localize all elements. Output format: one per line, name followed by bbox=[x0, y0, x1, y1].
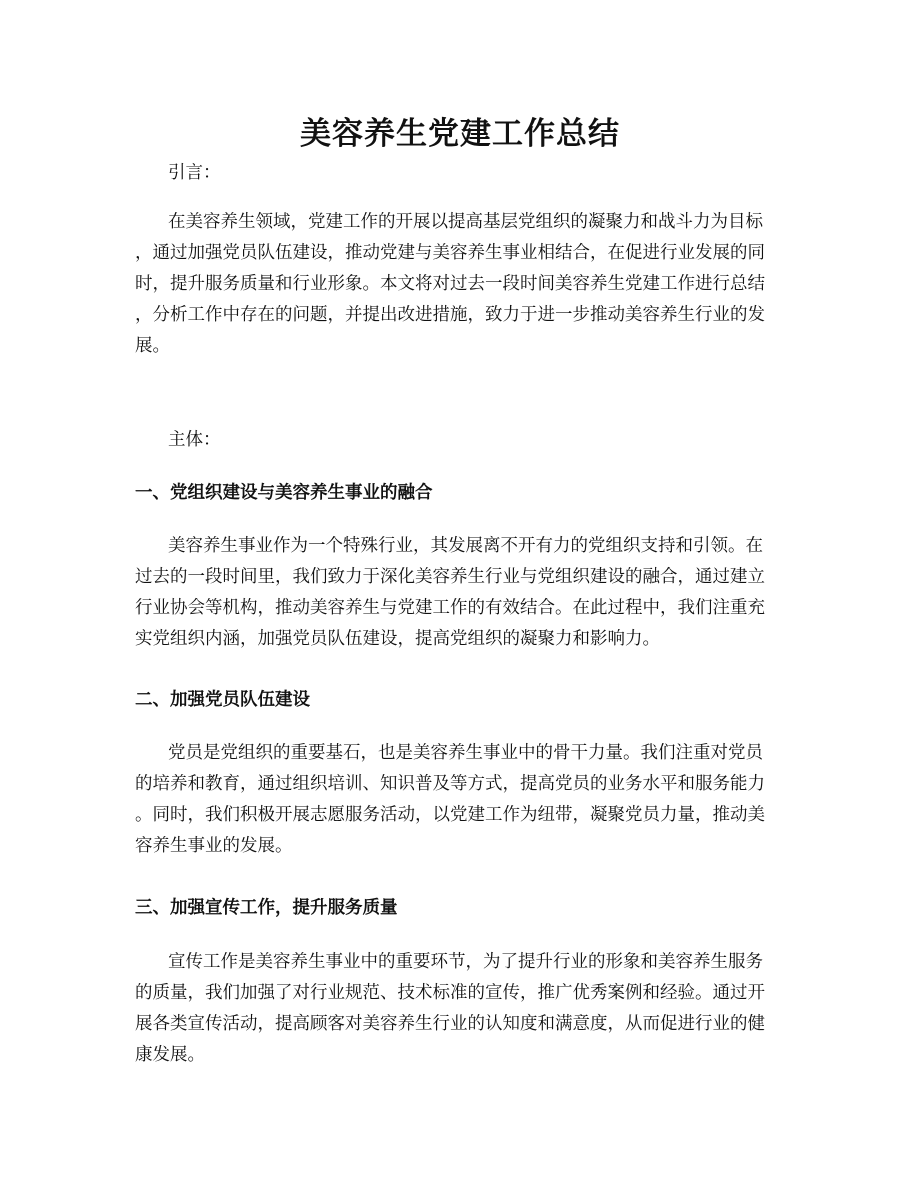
intro-line: 展。 bbox=[135, 336, 170, 356]
intro-line: 时，提升服务质量和行业形象。本文将对过去一段时间美容养生党建工作进行总结 bbox=[135, 274, 765, 294]
section-line: 美容养生事业作为一个特殊行业，其发展离不开有力的党组织支持和引领。在 bbox=[168, 536, 763, 556]
section-line: 展各类宣传活动，提高顾客对美容养生行业的认知度和满意度，从而促进行业的健 bbox=[135, 1014, 765, 1034]
section-line: 。同时，我们积极开展志愿服务活动，以党建工作为纽带，凝聚党员力量，推动美 bbox=[135, 805, 765, 825]
intro-line: ，通过加强党员队伍建设，推动党建与美容养生事业相结合，在促进行业发展的同 bbox=[135, 243, 765, 263]
intro-line: 在美容养生领域，党建工作的开展以提高基层党组织的凝聚力和战斗力为目标 bbox=[168, 212, 763, 232]
section-line: 康发展。 bbox=[135, 1045, 205, 1065]
section-line: 行业协会等机构，推动美容养生与党建工作的有效结合。在此过程中，我们注重充 bbox=[135, 598, 765, 618]
section-heading: 二、加强党员队伍建设 bbox=[135, 690, 310, 710]
document-title: 美容养生党建工作总结 bbox=[300, 116, 620, 152]
section-heading: 三、加强宣传工作，提升服务质量 bbox=[135, 898, 398, 918]
body-label: 主体： bbox=[168, 430, 221, 450]
section-line: 过去的一段时间里，我们致力于深化美容养生行业与党组织建设的融合，通过建立 bbox=[135, 567, 765, 587]
section-line: 党员是党组织的重要基石，也是美容养生事业中的骨干力量。我们注重对党员 bbox=[168, 743, 763, 763]
intro-line: ，分析工作中存在的问题，并提出改进措施，致力于进一步推动美容养生行业的发 bbox=[135, 305, 765, 325]
section-line: 实党组织内涵，加强党员队伍建设，提高党组织的凝聚力和影响力。 bbox=[135, 629, 660, 649]
section-line: 的质量，我们加强了对行业规范、技术标准的宣传，推广优秀案例和经验。通过开 bbox=[135, 983, 765, 1003]
intro-label: 引言： bbox=[168, 163, 221, 183]
section-line: 宣传工作是美容养生事业中的重要环节，为了提升行业的形象和美容养生服务 bbox=[168, 952, 763, 972]
section-heading: 一、党组织建设与美容养生事业的融合 bbox=[135, 483, 433, 503]
section-line: 容养生事业的发展。 bbox=[135, 836, 293, 856]
section-line: 的培养和教育，通过组织培训、知识普及等方式，提高党员的业务水平和服务能力 bbox=[135, 774, 765, 794]
